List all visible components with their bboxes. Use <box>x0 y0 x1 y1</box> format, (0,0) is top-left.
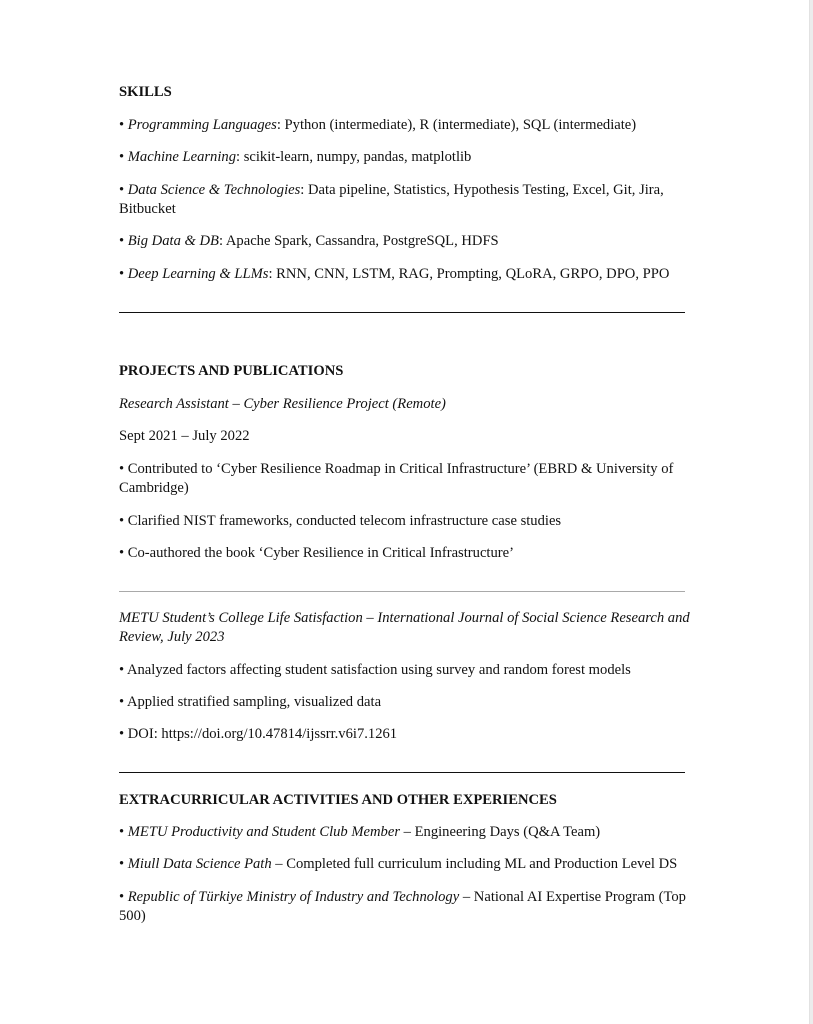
extracurricular-item <box>119 888 697 926</box>
bullet-text: Analyzed factors affecting student satisfaction using survey and random forest models <box>126 662 631 678</box>
extracurricular-heading: EXTRACURRICULAR ACTIVITIES AND OTHER EXPERIENCES <box>119 792 557 808</box>
entry-divider <box>119 591 685 592</box>
bullet: • <box>119 182 125 198</box>
activity-label: Republic of Türkiye Ministry of Industry and Technology <box>127 889 460 905</box>
bullet: • <box>119 662 125 678</box>
bullet: • <box>119 856 125 872</box>
publication-bullet <box>119 661 709 680</box>
bullet-text: Co-authored the book ‘Cyber Resilience in Critical Infrastructure’ <box>127 545 514 561</box>
bullet-text: Applied stratified sampling, visualized data <box>126 694 382 710</box>
project-bullet <box>119 512 709 531</box>
bullet-text: Contributed to ‘Cyber Resilience Roadmap in Critical Infrastructure’ (EBRD & University of Cambridge) <box>119 461 674 496</box>
bullet: • <box>119 824 125 840</box>
bullet: • <box>119 726 125 742</box>
skill-label: Machine Learning <box>127 149 236 165</box>
bullet: • <box>119 889 125 905</box>
activity-text: – Engineering Days (Q&A Team) <box>400 824 601 840</box>
skills-heading: SKILLS <box>119 84 172 100</box>
skill-label: Programming Languages <box>127 117 277 133</box>
publication-bullet <box>119 693 709 712</box>
skill-text: : Data pipeline, Statistics, Hypothesis Testing, Excel, Git, Jira, Bitbucket <box>119 182 664 217</box>
section-divider <box>119 312 685 313</box>
activity-text: – National AI Expertise Program (Top 500) <box>119 889 686 924</box>
doi-text: DOI: https://doi.org/10.47814/ijssrr.v6i7.1261 <box>127 726 398 742</box>
skill-item <box>119 116 709 135</box>
skill-text: : RNN, CNN, LSTM, RAG, Prompting, QLoRA, GRPO, DPO, PPO <box>268 266 670 282</box>
publication-bullet <box>119 725 709 744</box>
bullet: • <box>119 513 125 529</box>
skill-label: Big Data & DB <box>127 233 219 249</box>
activity-text: – Completed full curriculum including ML and Production Level DS <box>271 856 678 872</box>
project-bullet <box>119 460 694 498</box>
bullet: • <box>119 117 125 133</box>
activity-label: Miull Data Science Path <box>127 856 272 872</box>
extracurricular-item <box>119 823 709 842</box>
activity-label: METU Productivity and Student Club Member <box>127 824 401 840</box>
skill-text: : Python (intermediate), R (intermediate), SQL (intermediate) <box>276 117 637 133</box>
bullet: • <box>119 461 125 477</box>
skill-label: Deep Learning & LLMs <box>127 266 269 282</box>
project-title: Research Assistant – Cyber Resilience Project (Remote) <box>119 396 446 412</box>
skill-item <box>119 181 694 219</box>
skill-text: : Apache Spark, Cassandra, PostgreSQL, HDFS <box>218 233 499 249</box>
bullet: • <box>119 545 125 561</box>
project-dates: Sept 2021 – July 2022 <box>119 428 250 444</box>
skill-text: : scikit-learn, numpy, pandas, matplotlib <box>236 149 472 165</box>
bullet-text: Clarified NIST frameworks, conducted telecom infrastructure case studies <box>127 513 562 529</box>
section-divider <box>119 772 685 773</box>
extracurricular-item <box>119 855 709 874</box>
publication-title: METU Student’s College Life Satisfaction – International Journal of Social Science Research and Review, July 2023 <box>119 610 690 645</box>
bullet: • <box>119 694 125 710</box>
skill-item <box>119 232 709 251</box>
bullet: • <box>119 149 125 165</box>
skill-label: Data Science & Technologies <box>127 182 301 198</box>
bullet: • <box>119 266 125 282</box>
bullet: • <box>119 233 125 249</box>
project-bullet <box>119 544 709 563</box>
projects-heading: PROJECTS AND PUBLICATIONS <box>119 363 344 379</box>
page-edge-scrollbar[interactable] <box>809 0 813 1024</box>
skill-item <box>119 265 709 284</box>
skill-item <box>119 148 709 167</box>
